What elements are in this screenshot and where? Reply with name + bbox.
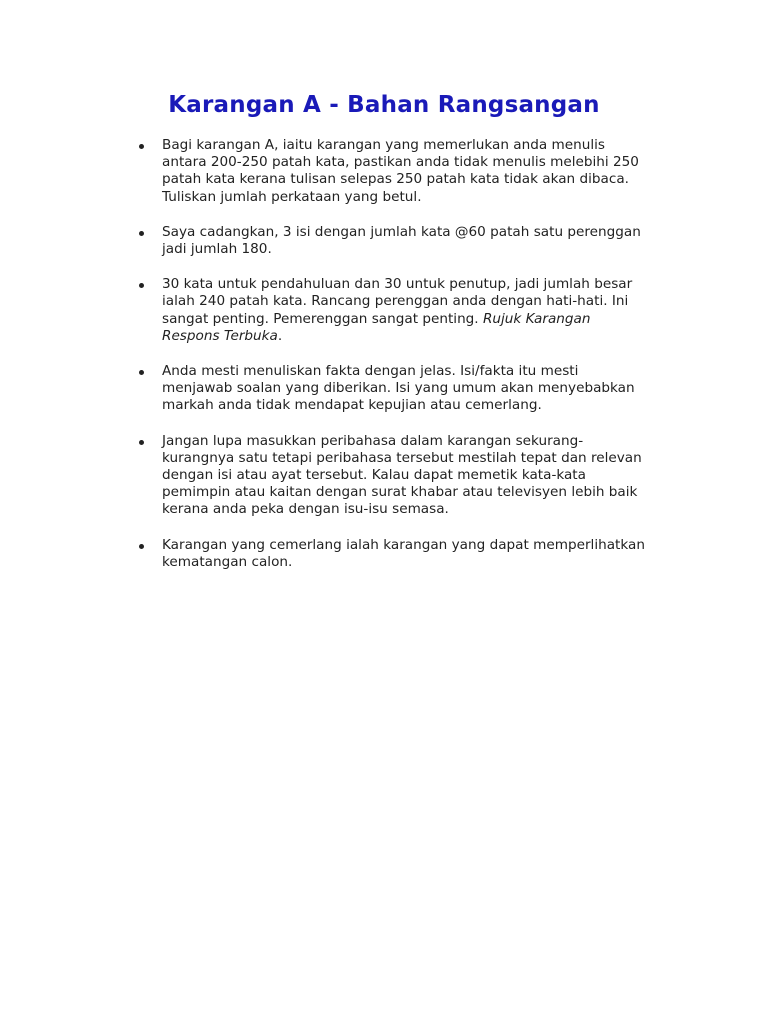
list-item-text: Karangan yang cemerlang ialah karangan yang dapat memperlihatkan kematangan calon. bbox=[162, 536, 645, 570]
list-item bbox=[137, 363, 647, 415]
list-item-text: Bagi karangan A, iaitu karangan yang memerlukan anda menulis antara 200-250 patah kata, pastikan anda tidak menulis melebihi 250 patah kata kerana tulisan selepas 250 patah kata tidak akan dibaca. Tuliskan jumlah perkataan yang betul. bbox=[162, 137, 639, 205]
list-item bbox=[137, 224, 647, 258]
list-item bbox=[137, 433, 647, 519]
page-title: Karangan A - Bahan Rangsangan bbox=[168, 92, 600, 118]
list-item-italic-reference: Rujuk Karangan Respons Terbuka bbox=[162, 310, 591, 344]
list-item-text: Jangan lupa masukkan peribahasa dalam karangan sekurang-kurangnya satu tetapi peribahasa tersebut mestilah tepat dan relevan dengan isi atau ayat tersebut. Kalau dapat memetik kata-kata pemimpin atau kaitan dengan surat khabar atau televisyen lebih baik kerana anda peka dengan isu-isu semasa. bbox=[162, 432, 642, 518]
list-item bbox=[137, 137, 647, 206]
bullet-icon bbox=[139, 370, 144, 375]
list-item-text: Saya cadangkan, 3 isi dengan jumlah kata @60 patah satu perenggan jadi jumlah 180. bbox=[162, 223, 641, 258]
bullet-icon bbox=[139, 283, 144, 288]
list-item-trailing-punctuation: . bbox=[277, 327, 283, 344]
list-item-text: Anda mesti menuliskan fakta dengan jelas. Isi/fakta itu mesti menjawab soalan yang diberikan. Isi yang umum akan menyebabkan markah anda tidak mendapat kepujian atau cemerlang. bbox=[162, 363, 635, 414]
bullet-icon bbox=[139, 544, 144, 549]
list-item bbox=[137, 537, 647, 571]
list-item-text: 30 kata untuk pendahuluan dan 30 untuk penutup, jadi jumlah besar ialah 240 patah kata. Rancang perenggan anda dengan hati-hati. Ini sangat penting. Pemerenggan sangat penting. bbox=[162, 276, 633, 327]
bullet-icon bbox=[139, 440, 144, 445]
bullet-icon bbox=[139, 144, 144, 149]
bullet-list bbox=[137, 137, 647, 589]
list-item bbox=[137, 276, 647, 345]
bullet-icon bbox=[139, 231, 144, 236]
